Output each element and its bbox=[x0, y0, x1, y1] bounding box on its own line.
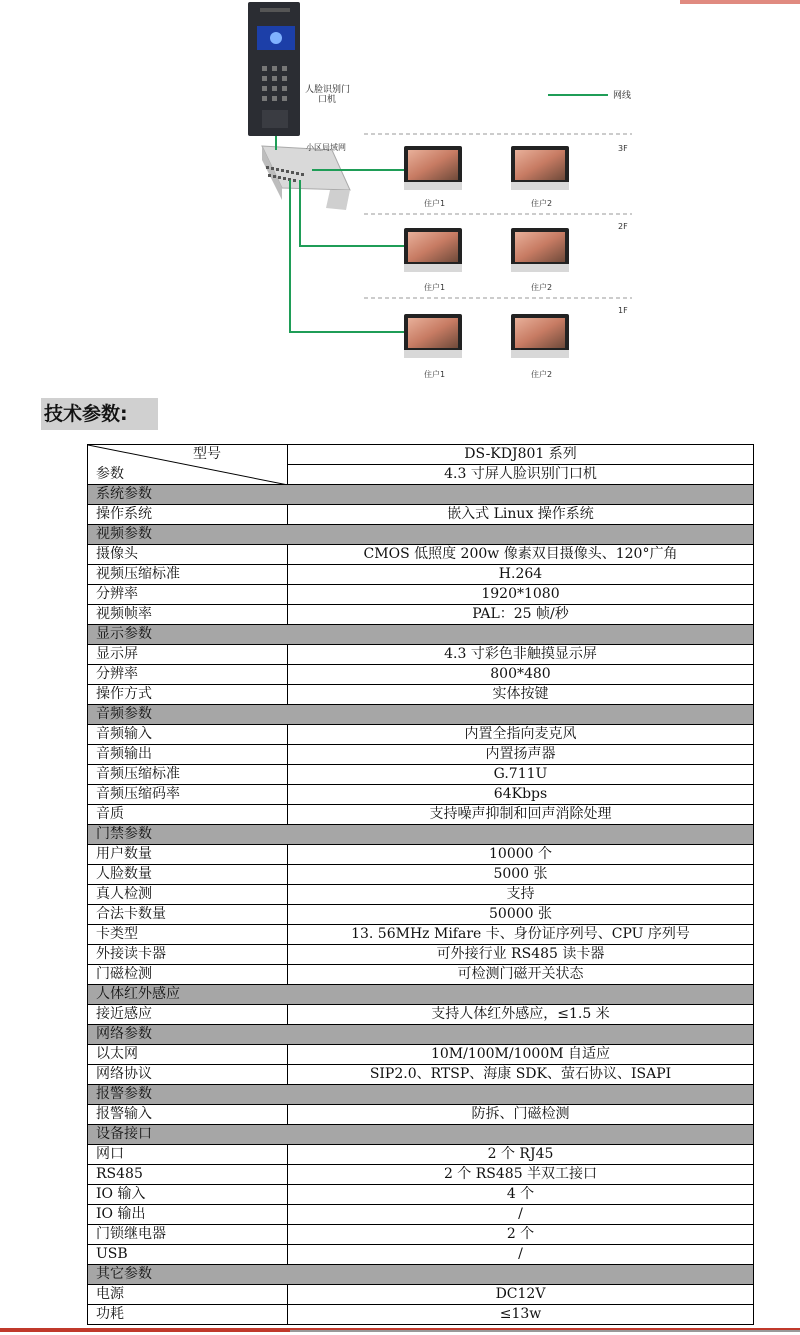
table-row bbox=[88, 765, 754, 785]
param-label: USB bbox=[88, 1245, 288, 1265]
table-row bbox=[88, 1065, 754, 1085]
param-label: 接近感应 bbox=[88, 1005, 288, 1025]
param-label: 显示屏 bbox=[88, 645, 288, 665]
door-station-label-2: 口机 bbox=[318, 95, 337, 105]
param-label: 门锁继电器 bbox=[88, 1225, 288, 1245]
table-row bbox=[88, 1105, 754, 1125]
table-row bbox=[88, 1305, 754, 1325]
table-row bbox=[88, 905, 754, 925]
param-value: 可检测门磁开关状态 bbox=[288, 965, 754, 985]
param-label: 电源 bbox=[88, 1285, 288, 1305]
param-label: 音质 bbox=[88, 805, 288, 825]
param-label: 报警输入 bbox=[88, 1105, 288, 1125]
category-row bbox=[88, 1125, 754, 1145]
table-row bbox=[88, 1185, 754, 1205]
table-row bbox=[88, 1205, 754, 1225]
param-value: SIP2.0、RTSP、海康 SDK、萤石协议、ISAPI bbox=[288, 1065, 754, 1085]
param-label: 人脸数量 bbox=[88, 865, 288, 885]
floor-label-2f: 2F bbox=[618, 222, 628, 231]
param-label: IO 输出 bbox=[88, 1205, 288, 1225]
param-label: 操作方式 bbox=[88, 685, 288, 705]
table-row bbox=[88, 665, 754, 685]
param-label: 音频压缩码率 bbox=[88, 785, 288, 805]
category-label: 视频参数 bbox=[88, 525, 754, 545]
param-value: 4.3 寸彩色非触摸显示屏 bbox=[288, 645, 754, 665]
unit-label-3f-1: 住户1 bbox=[424, 199, 446, 208]
table-header-row-1 bbox=[88, 445, 754, 465]
param-label: 音频输入 bbox=[88, 725, 288, 745]
header-model-desc: 4.3 寸屏人脸识别门口机 bbox=[288, 465, 754, 485]
param-value: 嵌入式 Linux 操作系统 bbox=[288, 505, 754, 525]
param-value: G.711U bbox=[288, 765, 754, 785]
category-label: 音频参数 bbox=[88, 705, 754, 725]
param-value: 1920*1080 bbox=[288, 585, 754, 605]
unit-label-2f-2: 住户2 bbox=[531, 283, 553, 292]
param-value: CMOS 低照度 200w 像素双目摄像头、120°广角 bbox=[288, 545, 754, 565]
param-label: 摄像头 bbox=[88, 545, 288, 565]
section-title: 技术参数: bbox=[41, 398, 158, 430]
param-value: 5000 张 bbox=[288, 865, 754, 885]
floor-label-3f: 3F bbox=[618, 144, 628, 153]
param-label: 真人检测 bbox=[88, 885, 288, 905]
param-label: 功耗 bbox=[88, 1305, 288, 1325]
indoor-monitor-2f-1 bbox=[404, 228, 462, 272]
table-row bbox=[88, 645, 754, 665]
param-label: 卡类型 bbox=[88, 925, 288, 945]
switch-label: 小区局域网 bbox=[306, 143, 346, 152]
unit-label-3f-2: 住户2 bbox=[531, 199, 553, 208]
param-value: 10000 个 bbox=[288, 845, 754, 865]
header-diagonal-cell bbox=[88, 445, 288, 485]
table-row bbox=[88, 805, 754, 825]
table-row bbox=[88, 545, 754, 565]
category-row bbox=[88, 625, 754, 645]
table-row bbox=[88, 1045, 754, 1065]
param-value: ≤13w bbox=[288, 1305, 754, 1325]
floor-label-1f: 1F bbox=[618, 306, 628, 315]
category-row bbox=[88, 485, 754, 505]
param-label: 分辨率 bbox=[88, 585, 288, 605]
param-value: 13. 56MHz Mifare 卡、身份证序列号、CPU 序列号 bbox=[288, 925, 754, 945]
category-label: 其它参数 bbox=[88, 1265, 754, 1285]
param-value: 支持噪声抑制和回声消除处理 bbox=[288, 805, 754, 825]
category-row bbox=[88, 825, 754, 845]
category-label: 报警参数 bbox=[88, 1085, 754, 1105]
param-value: 内置全指向麦克风 bbox=[288, 725, 754, 745]
table-row bbox=[88, 845, 754, 865]
param-label: 视频压缩标准 bbox=[88, 565, 288, 585]
param-label: 音频输出 bbox=[88, 745, 288, 765]
table-row bbox=[88, 1165, 754, 1185]
param-value: 支持 bbox=[288, 885, 754, 905]
category-label: 系统参数 bbox=[88, 485, 754, 505]
table-row bbox=[88, 605, 754, 625]
door-station-device bbox=[248, 2, 300, 136]
table-row bbox=[88, 785, 754, 805]
param-value: 内置扬声器 bbox=[288, 745, 754, 765]
table-row bbox=[88, 505, 754, 525]
table-row bbox=[88, 945, 754, 965]
category-row bbox=[88, 525, 754, 545]
network-switch-device bbox=[262, 146, 350, 210]
param-label: RS485 bbox=[88, 1165, 288, 1185]
param-value: / bbox=[288, 1245, 754, 1265]
param-value: 50000 张 bbox=[288, 905, 754, 925]
param-label: 以太网 bbox=[88, 1045, 288, 1065]
legend-label: 网线 bbox=[613, 91, 632, 101]
param-value: 10M/100M/1000M 自适应 bbox=[288, 1045, 754, 1065]
param-label: 用户数量 bbox=[88, 845, 288, 865]
header-model-label: 型号 bbox=[193, 446, 221, 462]
param-label: 视频帧率 bbox=[88, 605, 288, 625]
indoor-monitor-1f-2 bbox=[511, 314, 569, 358]
param-value: H.264 bbox=[288, 565, 754, 585]
category-row bbox=[88, 705, 754, 725]
indoor-monitor-3f-2 bbox=[511, 146, 569, 190]
param-value: 2 个 RJ45 bbox=[288, 1145, 754, 1165]
table-row bbox=[88, 1145, 754, 1165]
param-value: / bbox=[288, 1205, 754, 1225]
table-row bbox=[88, 865, 754, 885]
category-label: 网络参数 bbox=[88, 1025, 754, 1045]
category-row bbox=[88, 1265, 754, 1285]
param-label: 合法卡数量 bbox=[88, 905, 288, 925]
param-label: 网口 bbox=[88, 1145, 288, 1165]
unit-label-2f-1: 住户1 bbox=[424, 283, 446, 292]
param-label: 分辨率 bbox=[88, 665, 288, 685]
param-value: 支持人体红外感应，≤1.5 米 bbox=[288, 1005, 754, 1025]
table-row bbox=[88, 565, 754, 585]
table-row bbox=[88, 585, 754, 605]
param-value: 实体按键 bbox=[288, 685, 754, 705]
category-row bbox=[88, 1085, 754, 1105]
table-row bbox=[88, 745, 754, 765]
table-row bbox=[88, 885, 754, 905]
param-value: DC12V bbox=[288, 1285, 754, 1305]
param-value: PAL：25 帧/秒 bbox=[288, 605, 754, 625]
param-value: 800*480 bbox=[288, 665, 754, 685]
indoor-monitor-3f-1 bbox=[404, 146, 462, 190]
category-row bbox=[88, 1025, 754, 1045]
category-row bbox=[88, 985, 754, 1005]
table-row bbox=[88, 1245, 754, 1265]
spec-table bbox=[87, 444, 754, 1325]
param-label: IO 输入 bbox=[88, 1185, 288, 1205]
table-row bbox=[88, 1005, 754, 1025]
param-value: 可外接行业 RS485 读卡器 bbox=[288, 945, 754, 965]
param-value: 防拆、门磁检测 bbox=[288, 1105, 754, 1125]
param-label: 操作系统 bbox=[88, 505, 288, 525]
table-row bbox=[88, 725, 754, 745]
indoor-monitor-2f-2 bbox=[511, 228, 569, 272]
header-param-label: 参数 bbox=[96, 466, 124, 482]
door-station-label-1: 人脸识别门 bbox=[305, 85, 351, 95]
indoor-monitor-1f-1 bbox=[404, 314, 462, 358]
param-value: 2 个 RS485 半双工接口 bbox=[288, 1165, 754, 1185]
category-label: 显示参数 bbox=[88, 625, 754, 645]
param-value: 4 个 bbox=[288, 1185, 754, 1205]
category-label: 设备接口 bbox=[88, 1125, 754, 1145]
table-row bbox=[88, 685, 754, 705]
bottom-grey-bar bbox=[290, 1330, 800, 1332]
header-model-value: DS-KDJ801 系列 bbox=[288, 445, 754, 465]
category-label: 门禁参数 bbox=[88, 825, 754, 845]
category-label: 人体红外感应 bbox=[88, 985, 754, 1005]
param-value: 2 个 bbox=[288, 1225, 754, 1245]
table-row bbox=[88, 1225, 754, 1245]
param-label: 网络协议 bbox=[88, 1065, 288, 1085]
unit-label-1f-1: 住户1 bbox=[424, 370, 446, 379]
table-row bbox=[88, 965, 754, 985]
table-row bbox=[88, 1285, 754, 1305]
table-row bbox=[88, 925, 754, 945]
param-label: 音频压缩标准 bbox=[88, 765, 288, 785]
network-diagram bbox=[0, 0, 800, 390]
param-value: 64Kbps bbox=[288, 785, 754, 805]
param-label: 门磁检测 bbox=[88, 965, 288, 985]
param-label: 外接读卡器 bbox=[88, 945, 288, 965]
unit-label-1f-2: 住户2 bbox=[531, 370, 553, 379]
